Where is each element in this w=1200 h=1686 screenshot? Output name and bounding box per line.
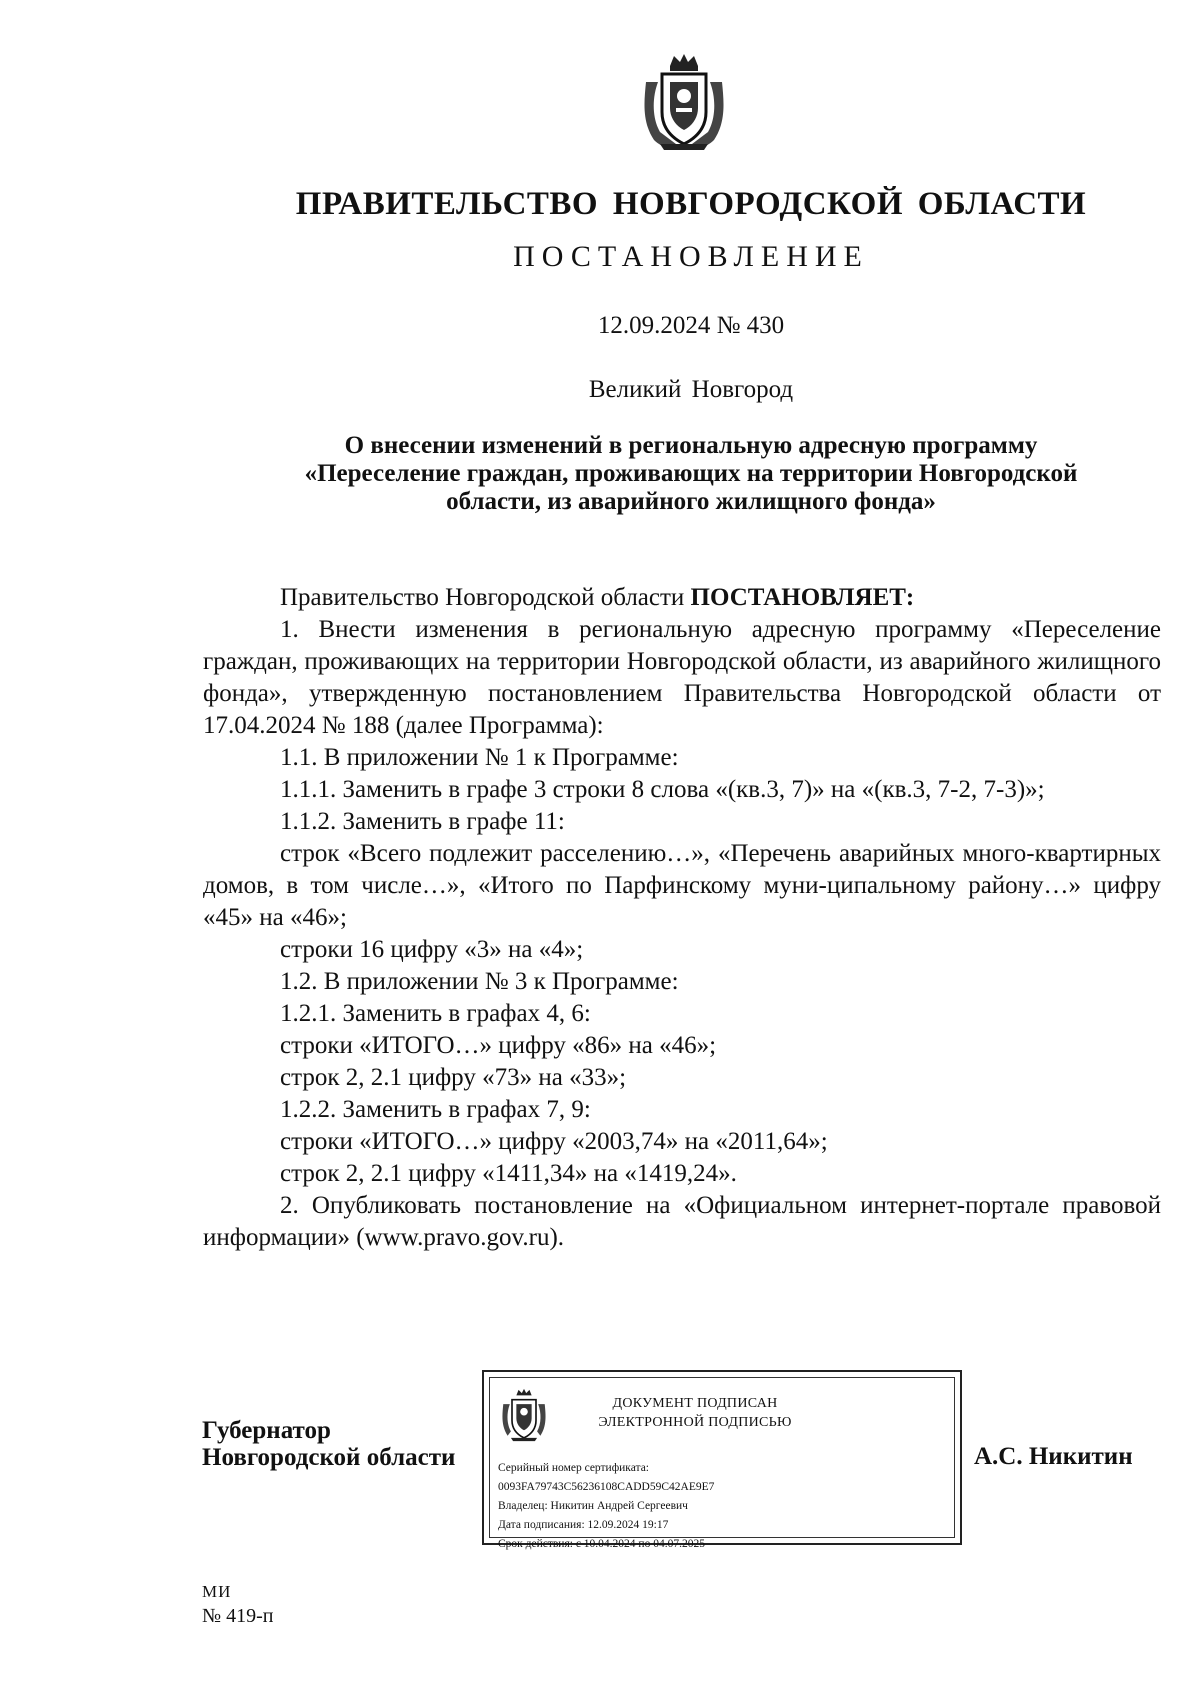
subject-line: области, из аварийного жилищного фонда» <box>446 488 936 515</box>
stamp-owner: Владелец: Никитин Андрей Сергеевич <box>498 1500 688 1512</box>
paragraph-rows: строк «Всего подлежит расселению…», «Перечень аварийных много-квартирных домов, в том числе…», «Итого по Парфинскому муни-ципальному району…» цифру «45» на «46»; <box>203 840 1161 931</box>
signer-title <box>202 1417 455 1471</box>
stamp-cert-number: 0093FA79743C56236108CADD59C42AE9E7 <box>498 1481 715 1493</box>
document-date-number: 12.09.2024 № 430 <box>597 312 785 339</box>
stamp-heading-line: ЭЛЕКТРОННОЙ ПОДПИСЬЮ <box>598 1415 792 1430</box>
item-itogo-2: строки «ИТОГО…» цифру «2003,74» на «2011,64»; <box>280 1128 828 1155</box>
item-itogo-1: строки «ИТОГО…» цифру «86» на «46»; <box>280 1032 717 1059</box>
stamp-validity: Срок действия: с 10.04.2024 по 04.07.2025 <box>498 1538 705 1550</box>
stamp-frame <box>489 1377 955 1550</box>
document-subject <box>230 432 1152 516</box>
item-1-2-2: 1.2.2. Заменить в графах 7, 9: <box>280 1096 591 1123</box>
paragraph-1: 1. Внести изменения в региональную адресную программу «Переселение граждан, проживающих на территории Новгородской области, из аварийного жилищного фонда», утвержденную постановлением Правительства Новгородской области от 17.04.2024 № 188 (далее Программа): <box>203 616 1161 739</box>
item-rows-2-1a: строк 2, 2.1 цифру «73» на «33»; <box>280 1064 627 1091</box>
stamp-heading-line: ДОКУМЕНТ ПОДПИСАН <box>612 1396 778 1411</box>
electronic-signature-stamp <box>482 1370 962 1550</box>
item-1-1-1: 1.1.1. Заменить в графе 3 строки 8 слова «(кв.3, 7)» на «(кв.3, 7-2, 7-3)»; <box>280 776 1045 803</box>
footer-initials: МИ <box>202 1582 232 1601</box>
preamble-text: Правительство Новгородской области <box>280 584 691 611</box>
item-1-2-1: 1.2.1. Заменить в графах 4, 6: <box>280 1000 591 1027</box>
preamble-decree-word: ПОСТАНОВЛЯЕТ: <box>690 584 915 611</box>
signer-name: А.С. Никитин <box>974 1443 1133 1470</box>
stamp-cert-label: Серийный номер сертификата: <box>498 1462 649 1474</box>
stamp-details <box>498 1459 714 1554</box>
item-1-1: 1.1. В приложении № 1 к Программе: <box>280 744 679 771</box>
signer-title-line: Новгородской области <box>202 1444 456 1471</box>
subject-line: «Переселение граждан, проживающих на территории Новгородской <box>304 460 1078 487</box>
footer-reg-number: № 419-п <box>202 1605 274 1627</box>
stamp-heading <box>565 1394 825 1432</box>
paragraph-2: 2. Опубликовать постановление на «Официальном интернет-портале правовой информации» (www.pravo.gov.ru). <box>203 1192 1161 1251</box>
stamp-signed-date: Дата подписания: 12.09.2024 19:17 <box>498 1519 669 1531</box>
government-title: ПРАВИТЕЛЬСТВО НОВГОРОДСКОЙ ОБЛАСТИ <box>295 186 1087 222</box>
preamble <box>203 582 1200 614</box>
footer-registration <box>202 1580 273 1628</box>
item-1-1-2: 1.1.2. Заменить в графе 11: <box>280 808 565 835</box>
coat-of-arms-icon <box>640 52 728 152</box>
coat-of-arms-icon <box>500 1386 548 1444</box>
item-row16: строки 16 цифру «3» на «4»; <box>280 936 584 963</box>
item-1-2: 1.2. В приложении № 3 к Программе: <box>280 968 679 995</box>
document-type: ПОСТАНОВЛЕНИЕ <box>513 240 869 273</box>
item-rows-2-1b: строк 2, 2.1 цифру «1411,34» на «1419,24». <box>280 1160 737 1187</box>
signer-title-line: Губернатор <box>202 1417 331 1444</box>
subject-line: О внесении изменений в региональную адресную программу <box>344 432 1038 459</box>
document-city: Великий Новгород <box>588 376 794 403</box>
